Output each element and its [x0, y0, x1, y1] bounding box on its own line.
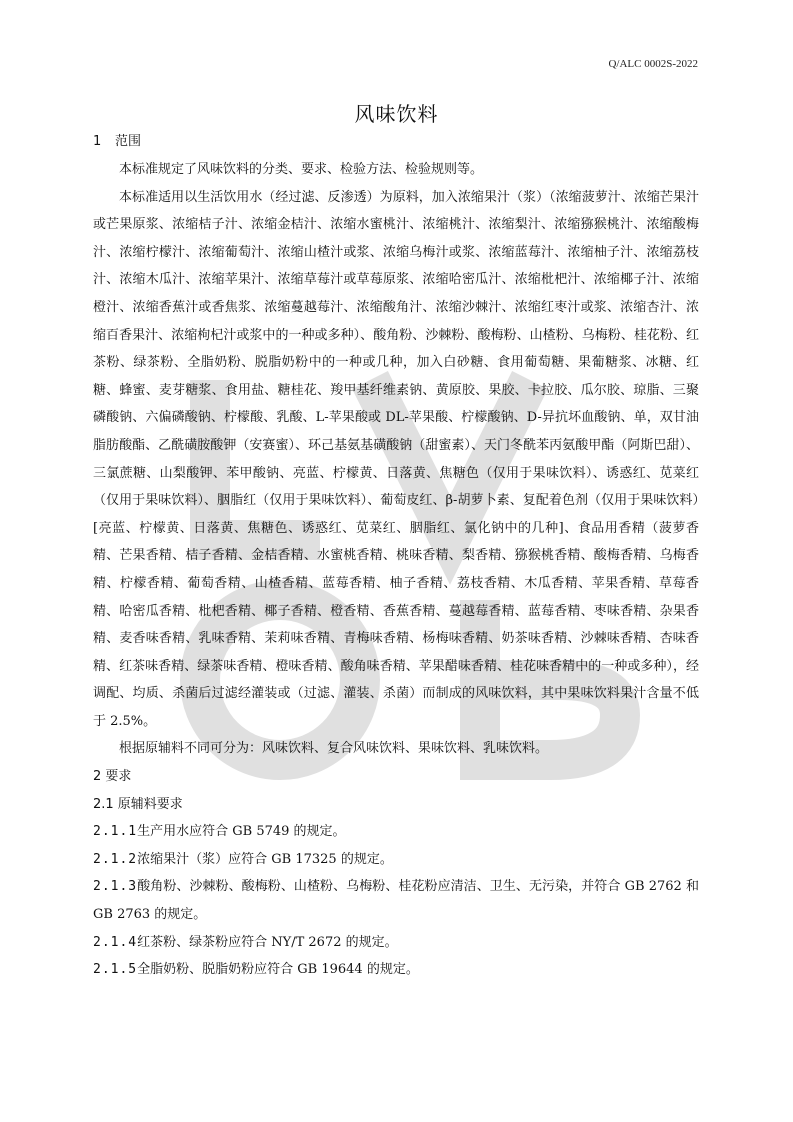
document-code: Q/ALC 0002S-2022 [608, 58, 698, 70]
scope-paragraph-1: 本标准规定了风味饮料的分类、要求、检验方法、检验规则等。 [119, 162, 484, 177]
section-1-heading [93, 132, 699, 152]
clause-2-1-4 [93, 929, 699, 957]
clause-number: 2.1.2 [93, 851, 138, 867]
scope-paragraph-3: 根据原辅料不同可分为：风味饮料、复合风味饮料、果味饮料、乳味饮料。 [119, 741, 549, 757]
clause-text: 酸角粉、沙棘粉、酸梅粉、山楂粉、乌梅粉、桂花粉应清洁、卫生、无污染，并符合 GB 2762 和 GB 2763 的规定。 [93, 879, 699, 923]
clause-number: 2.1.3 [93, 879, 138, 895]
clause-text: 全脂奶粉、脱脂奶粉应符合 GB 19644 的规定。 [137, 962, 419, 978]
section-title: 范围 [115, 134, 142, 149]
clause-2-1-5 [93, 956, 699, 984]
clause-text: 红茶粉、绿茶粉应符合 NY/T 2672 的规定。 [137, 934, 398, 950]
clause-text: 生产用水应符合 GB 5749 的规定。 [137, 824, 346, 840]
clause-2-1-3 [93, 873, 699, 928]
clause-2-1-2 [93, 846, 699, 874]
scope-paragraph-2: 本标准适用以生活饮用水（经过滤、反渗透）为原料，加入浓缩果汁（浆）（浓缩菠萝汁、浓缩芒果汁或芒果原浆、浓缩桔子汁、浓缩金桔汁、浓缩水蜜桃汁、浓缩桃汁、浓缩梨汁、浓缩猕猴桃汁、浓缩酸梅汁、浓缩柠檬汁、浓缩葡萄汁、浓缩山楂汁或浆、浓缩乌梅汁或浆、浓缩蓝莓汁、浓缩柚子汁、浓缩荔枝汁、浓缩木瓜汁、浓缩苹果汁、浓缩草莓汁或草莓原浆、浓缩哈密瓜汁、浓缩枇杷汁、浓缩椰子汁、浓缩橙汁、浓缩香蕉汁或香焦浆、浓缩蔓越莓汁、浓缩酸角汁、浓缩沙棘汁、浓缩红枣汁或浆、浓缩杏汁、浓缩百香果汁、浓缩枸杞汁或浆中的一种或多种）、酸角粉、沙棘粉、酸梅粉、山楂粉、乌梅粉、桂花粉、红茶粉、绿茶粉、全脂奶粉、脱脂奶粉中的一种或几种，加入白砂糖、食用葡萄糖、果葡糖浆、冰糖、红糖、蜂蜜、麦芽糖浆、食用盐、糖桂花、羧甲基纤维素钠、黄原胶、果胶、卡拉胶、瓜尔胶、琼脂、三聚磷酸钠、六偏磷酸钠、柠檬酸、乳酸、L-苹果酸或 DL-苹果酸、柠檬酸钠、D-异抗坏血酸钠、单，双甘油脂肪酸酯、乙酰磺胺酸钾（安赛蜜）、环己基氨基磺酸钠（甜蜜素）、天门冬酰苯丙氨酸甲酯（阿斯巴甜）、三氯蔗糖、山梨酸钾、苯甲酸钠、亮蓝、柠檬黄、日落黄、焦糖色（仅用于果味饮料）、诱惑红、苋菜红（仅用于果味饮料）、胭脂红（仅用于果味饮料）、葡萄皮红、β-胡萝卜素、复配着色剂（仅用于果味饮料）[亮蓝、柠檬黄、日落黄、焦糖色、诱惑红、苋菜红、胭脂红、氯化钠中的几种]、食品用香精（菠萝香精、芒果香精、桔子香精、金桔香精、水蜜桃香精、桃味香精、梨香精、猕猴桃香精、酸梅香精、乌梅香精、柠檬香精、葡萄香精、山楂香精、蓝莓香精、柚子香精、荔枝香精、木瓜香精、苹果香精、草莓香精、哈密瓜香精、枇杷香精、椰子香精、橙香精、香蕉香精、蔓越莓香精、蓝莓香精、枣味香精、杂果香精、麦香味香精、乳味香精、茉莉味香精、青梅味香精、杨梅味香精、奶茶味香精、沙棘味香精、杏味香精、红茶味香精、绿茶味香精、橙味香精、酸角味香精、苹果醋味香精、桂花味香精中的一种或多种），经调配、均质、杀菌后过滤经灌装或（过滤、灌装、杀菌）而制成的风味饮料，其中果味饮料果汁含量不低于 2.5%。 [93, 189, 699, 729]
subsection-2-1-heading: 2.1 原辅料要求 [93, 796, 183, 812]
document-body [93, 132, 699, 984]
clause-text: 浓缩果汁（浆）应符合 GB 17325 的规定。 [137, 851, 393, 867]
section-number: 1 [93, 134, 102, 149]
section-2-heading: 2 要求 [93, 769, 132, 785]
clause-number: 2.1.5 [93, 962, 138, 978]
document-title: 风味饮料 [354, 102, 439, 126]
clause-number: 2.1.4 [93, 934, 138, 950]
clause-2-1-1 [93, 818, 699, 846]
clause-number: 2.1.1 [93, 824, 138, 840]
